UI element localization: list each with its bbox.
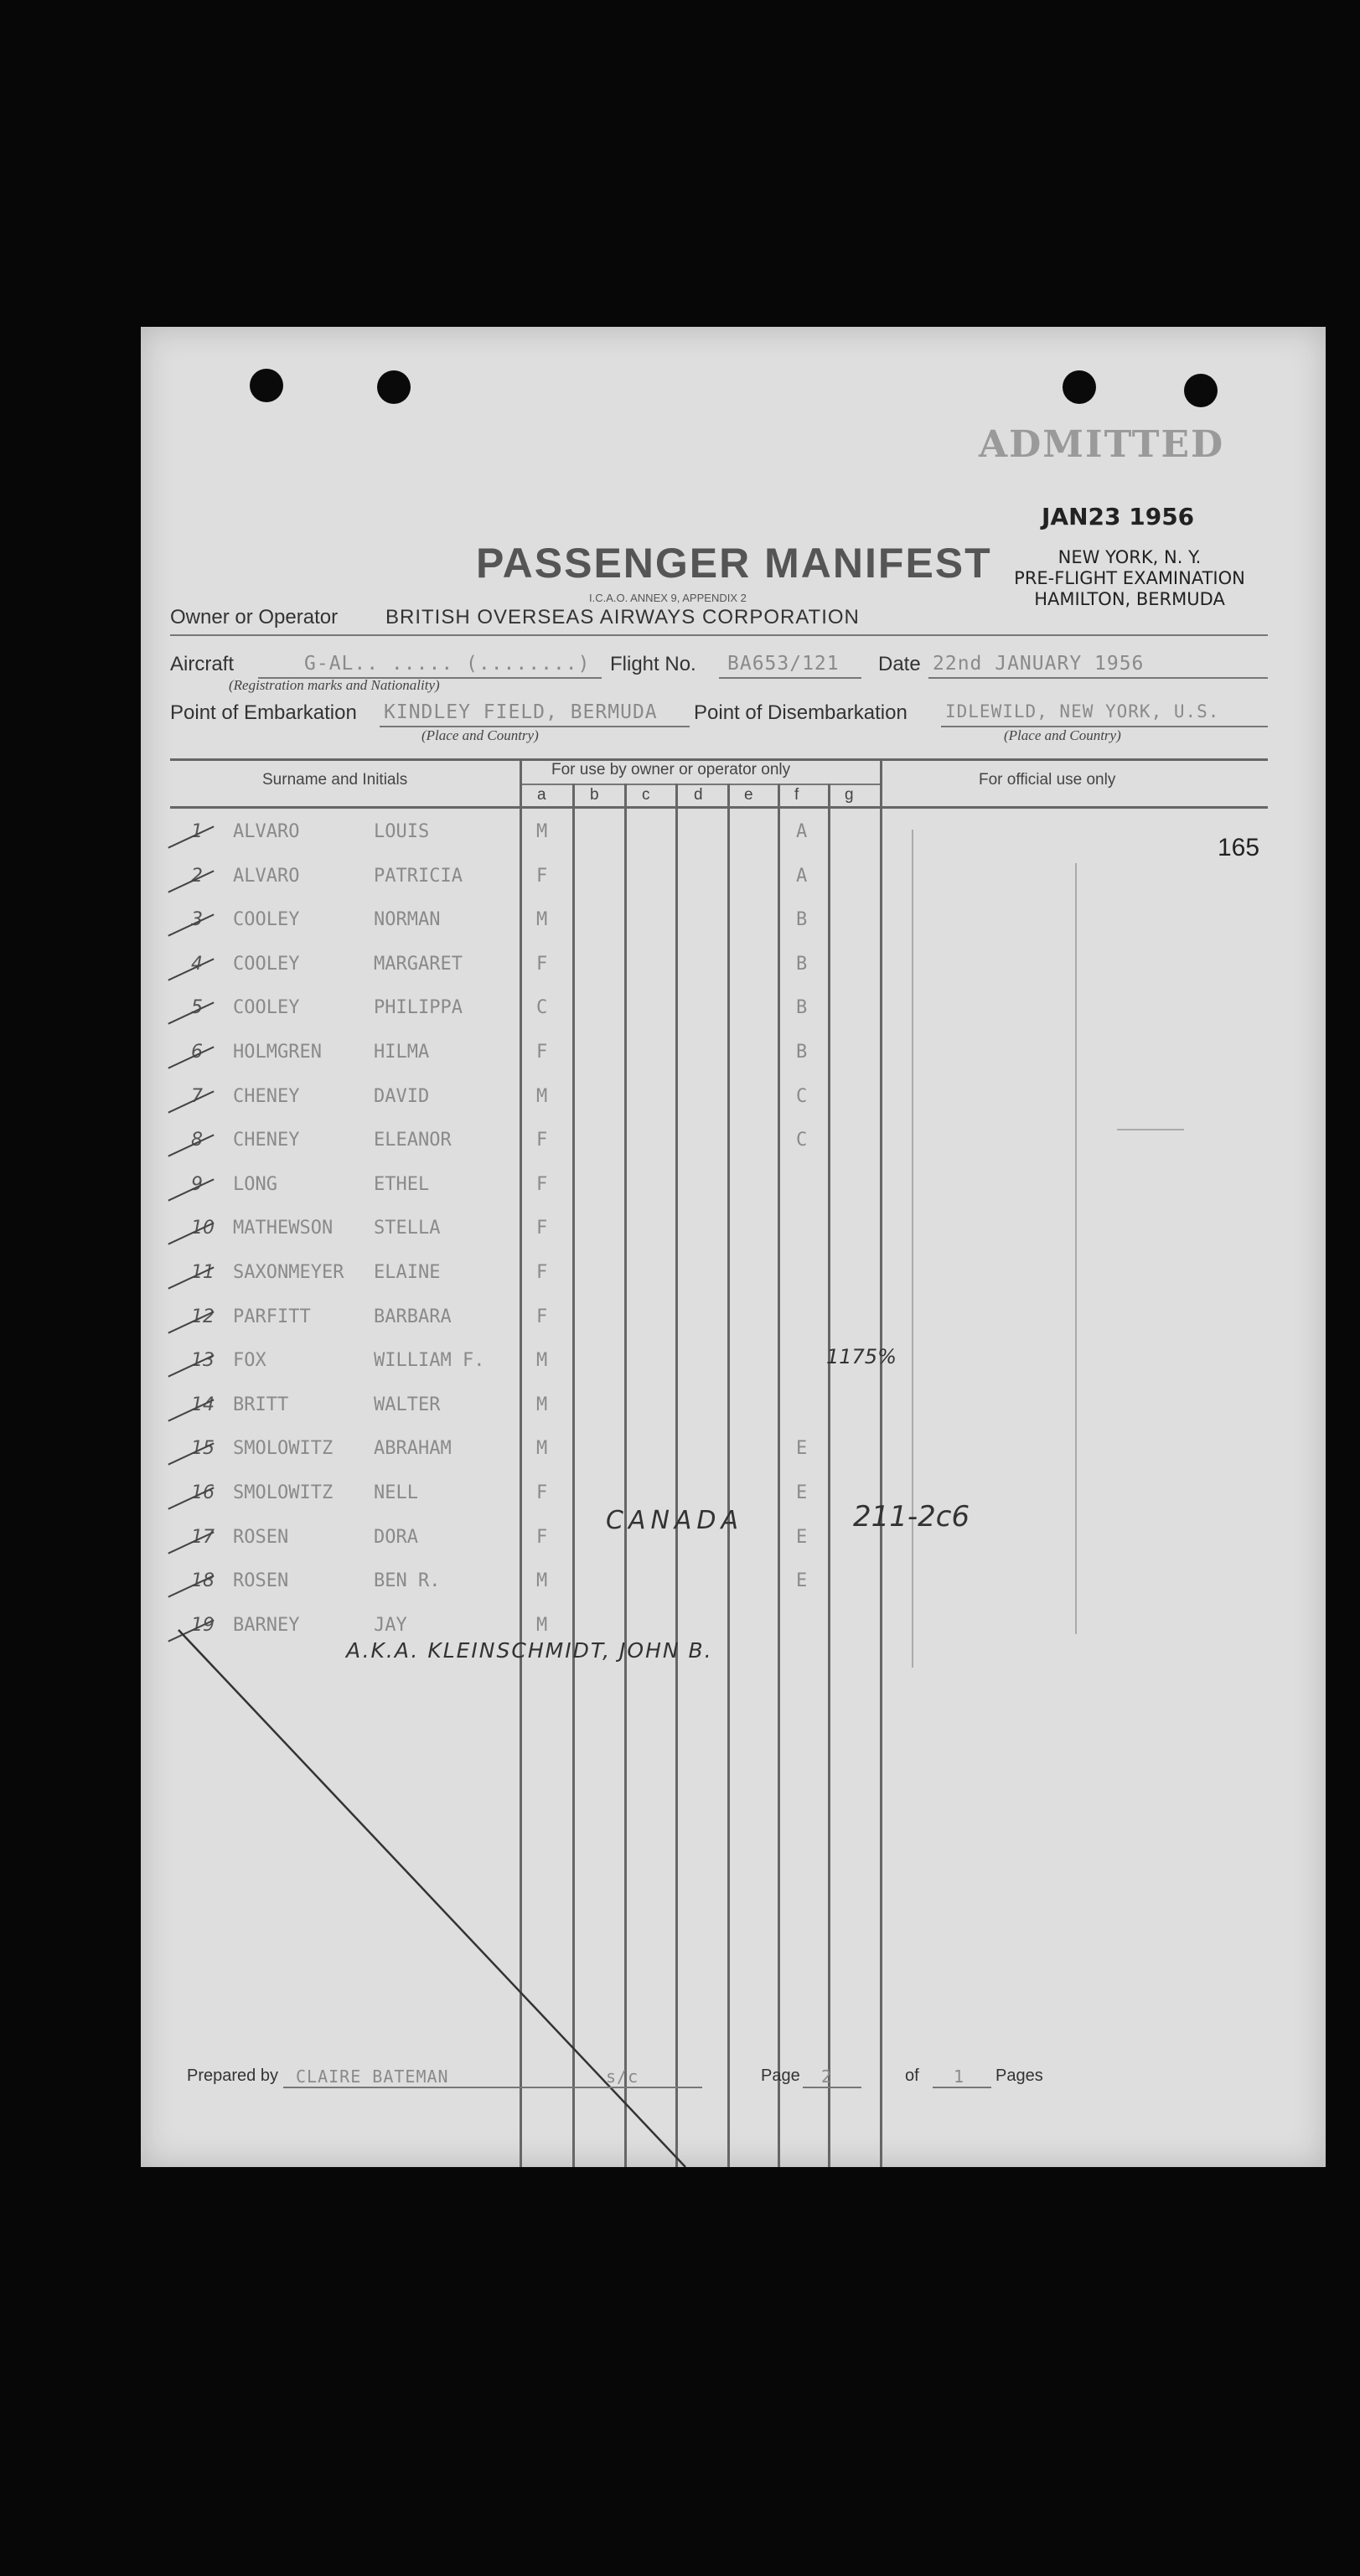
row-surname: COOLEY [233, 953, 300, 975]
row-number: 6 [191, 1042, 203, 1063]
stamp-line-3: HAMILTON, BERMUDA [1034, 589, 1225, 609]
rosen-country-annotation: CANADA [606, 1506, 744, 1535]
flight-label: Flight No. [610, 653, 696, 675]
row-surname: ROSEN [233, 1526, 289, 1548]
row-given-name: ETHEL [374, 1173, 430, 1195]
row-given-name: ELEANOR [374, 1130, 452, 1151]
subcol-d: d [694, 786, 703, 804]
row-number: 9 [191, 1173, 203, 1195]
row-sex: F [536, 1218, 548, 1239]
embarkation-note: (Place and Country) [421, 727, 539, 743]
row-given-name: DORA [374, 1526, 418, 1548]
official-number: 165 [1218, 834, 1260, 861]
row-given-name: BEN R. [374, 1570, 441, 1592]
row-given-name: PATRICIA [374, 865, 463, 887]
row-given-name: WILLIAM F. [374, 1350, 485, 1372]
stamp-date: JAN23 1956 [1042, 503, 1195, 530]
row-number: 5 [191, 997, 203, 1019]
row-group: C [796, 1130, 808, 1151]
page-label: Page [761, 2066, 800, 2085]
row-sex: M [536, 1085, 548, 1107]
row-surname: SMOLOWITZ [233, 1438, 334, 1460]
fox-annotation: 1175% [826, 1345, 897, 1368]
row-given-name: DAVID [374, 1085, 430, 1107]
row-sex: M [536, 1614, 548, 1636]
row-number: 19 [191, 1614, 215, 1636]
date-value: 22nd JANUARY 1956 [933, 653, 1145, 675]
row-group: E [796, 1482, 808, 1503]
row-group: E [796, 1438, 808, 1460]
row-group: E [796, 1526, 808, 1548]
row-surname: SMOLOWITZ [233, 1482, 334, 1503]
flight-value: BA653/121 [727, 653, 840, 675]
row-number: 18 [191, 1570, 215, 1592]
row-number: 2 [191, 865, 203, 887]
row-surname: COOLEY [233, 909, 300, 931]
col-header-name: Surname and Initials [262, 771, 408, 789]
date-label: Date [878, 653, 921, 675]
row-group: A [796, 821, 808, 842]
row-surname: CHENEY [233, 1085, 300, 1107]
prepared-label: Prepared by [187, 2066, 278, 2085]
row-number: 1 [191, 821, 203, 842]
col-header-operator: For use by owner or operator only [551, 761, 791, 778]
row-group: B [796, 997, 808, 1019]
row-given-name: HILMA [374, 1042, 430, 1063]
row-surname: ALVARO [233, 865, 300, 887]
row-surname: MATHEWSON [233, 1218, 334, 1239]
row-number: 15 [191, 1438, 215, 1460]
row-sex: F [536, 1306, 548, 1327]
row-sex: F [536, 1262, 548, 1283]
row-sex: M [536, 909, 548, 931]
row-surname: ROSEN [233, 1570, 289, 1592]
stamp-line-1: NEW YORK, N. Y. [1057, 547, 1202, 567]
row-given-name: PHILIPPA [374, 997, 463, 1019]
row-surname: COOLEY [233, 997, 300, 1019]
row-group: B [796, 909, 808, 931]
row-number: 13 [191, 1350, 215, 1372]
row-given-name: MARGARET [374, 953, 463, 975]
subcol-e: e [744, 786, 753, 804]
row-group: A [796, 865, 808, 887]
embarkation-label: Point of Embarkation [170, 701, 357, 724]
row-given-name: NORMAN [374, 909, 441, 931]
row-surname: HOLMGREN [233, 1042, 322, 1063]
of-value: 1 [954, 2066, 965, 2087]
row-number: 3 [191, 909, 203, 931]
aka-annotation: A.K.A. KLEINSCHMIDT, JOHN B. [346, 1638, 713, 1663]
row-sex: F [536, 1482, 548, 1503]
row-given-name: BARBARA [374, 1306, 452, 1327]
row-surname: BARNEY [233, 1614, 300, 1636]
row-number: 4 [191, 953, 203, 975]
row-surname: SAXONMEYER [233, 1262, 344, 1283]
row-group: B [796, 1042, 808, 1063]
row-number: 17 [191, 1526, 215, 1548]
rosen-number-annotation: 211-2c6 [853, 1500, 970, 1534]
of-underline [933, 2087, 991, 2088]
row-surname: ALVARO [233, 821, 300, 842]
row-given-name: NELL [374, 1482, 418, 1503]
row-sex: M [536, 821, 548, 842]
row-given-name: ABRAHAM [374, 1438, 452, 1460]
page-value: 2 [821, 2066, 833, 2087]
disembarkation-value: IDLEWILD, NEW YORK, U.S. [945, 701, 1220, 722]
row-surname: BRITT [233, 1394, 289, 1415]
row-sex: F [536, 1173, 548, 1195]
row-sex: F [536, 953, 548, 975]
row-sex: M [536, 1350, 548, 1372]
row-number: 10 [191, 1218, 215, 1239]
row-given-name: JAY [374, 1614, 407, 1636]
page-underline [803, 2087, 861, 2088]
row-given-name: WALTER [374, 1394, 441, 1415]
row-number: 11 [191, 1262, 215, 1283]
strike-line [141, 327, 1326, 2167]
row-number: 8 [191, 1130, 203, 1151]
row-sex: F [536, 1526, 548, 1548]
row-surname: FOX [233, 1350, 266, 1372]
col-header-official: For official use only [979, 771, 1116, 789]
embarkation-value: KINDLEY FIELD, BERMUDA [384, 701, 658, 723]
row-sex: C [536, 997, 548, 1019]
of-label: of [905, 2066, 919, 2085]
subcol-a: a [537, 786, 546, 804]
manifest-page [141, 327, 1326, 2167]
subcol-g: g [845, 786, 854, 804]
row-sex: F [536, 1042, 548, 1063]
pages-label: Pages [995, 2066, 1043, 2085]
prepared-value: CLAIRE BATEMAN [296, 2066, 449, 2087]
subcol-c: c [642, 786, 650, 804]
stamp-line-2: PRE-FLIGHT EXAMINATION [1014, 568, 1245, 588]
row-number: 12 [191, 1306, 215, 1327]
aircraft-note: (Registration marks and Nationality) [229, 677, 440, 693]
row-surname: CHENEY [233, 1130, 300, 1151]
prepared-underline [283, 2087, 702, 2088]
row-sex: F [536, 865, 548, 887]
prepared-suffix: s/c [606, 2066, 639, 2087]
aircraft-label: Aircraft [170, 653, 235, 675]
row-sex: F [536, 1130, 548, 1151]
row-group: E [796, 1570, 808, 1592]
admitted-stamp: ADMITTED [979, 423, 1225, 466]
row-number: 16 [191, 1482, 215, 1503]
row-given-name: STELLA [374, 1218, 441, 1239]
row-given-name: LOUIS [374, 821, 430, 842]
row-group: C [796, 1085, 808, 1107]
row-sex: M [536, 1438, 548, 1460]
row-surname: LONG [233, 1173, 277, 1195]
disembarkation-note: (Place and Country) [1004, 727, 1121, 743]
page-title: PASSENGER MANIFEST [476, 540, 992, 587]
row-surname: PARFITT [233, 1306, 311, 1327]
owner-value: BRITISH OVERSEAS AIRWAYS CORPORATION [385, 606, 860, 628]
row-group: B [796, 953, 808, 975]
row-given-name: ELAINE [374, 1262, 441, 1283]
disembarkation-label: Point of Disembarkation [694, 701, 908, 724]
owner-label: Owner or Operator [170, 606, 339, 628]
row-number: 7 [191, 1085, 203, 1107]
page-subtitle: I.C.A.O. ANNEX 9, APPENDIX 2 [589, 592, 747, 604]
row-sex: M [536, 1570, 548, 1592]
aircraft-value: G-AL.. ..... (........) [304, 653, 591, 675]
row-number: 14 [191, 1394, 215, 1415]
subcol-b: b [590, 786, 599, 804]
subcol-f: f [794, 786, 799, 804]
row-sex: M [536, 1394, 548, 1415]
